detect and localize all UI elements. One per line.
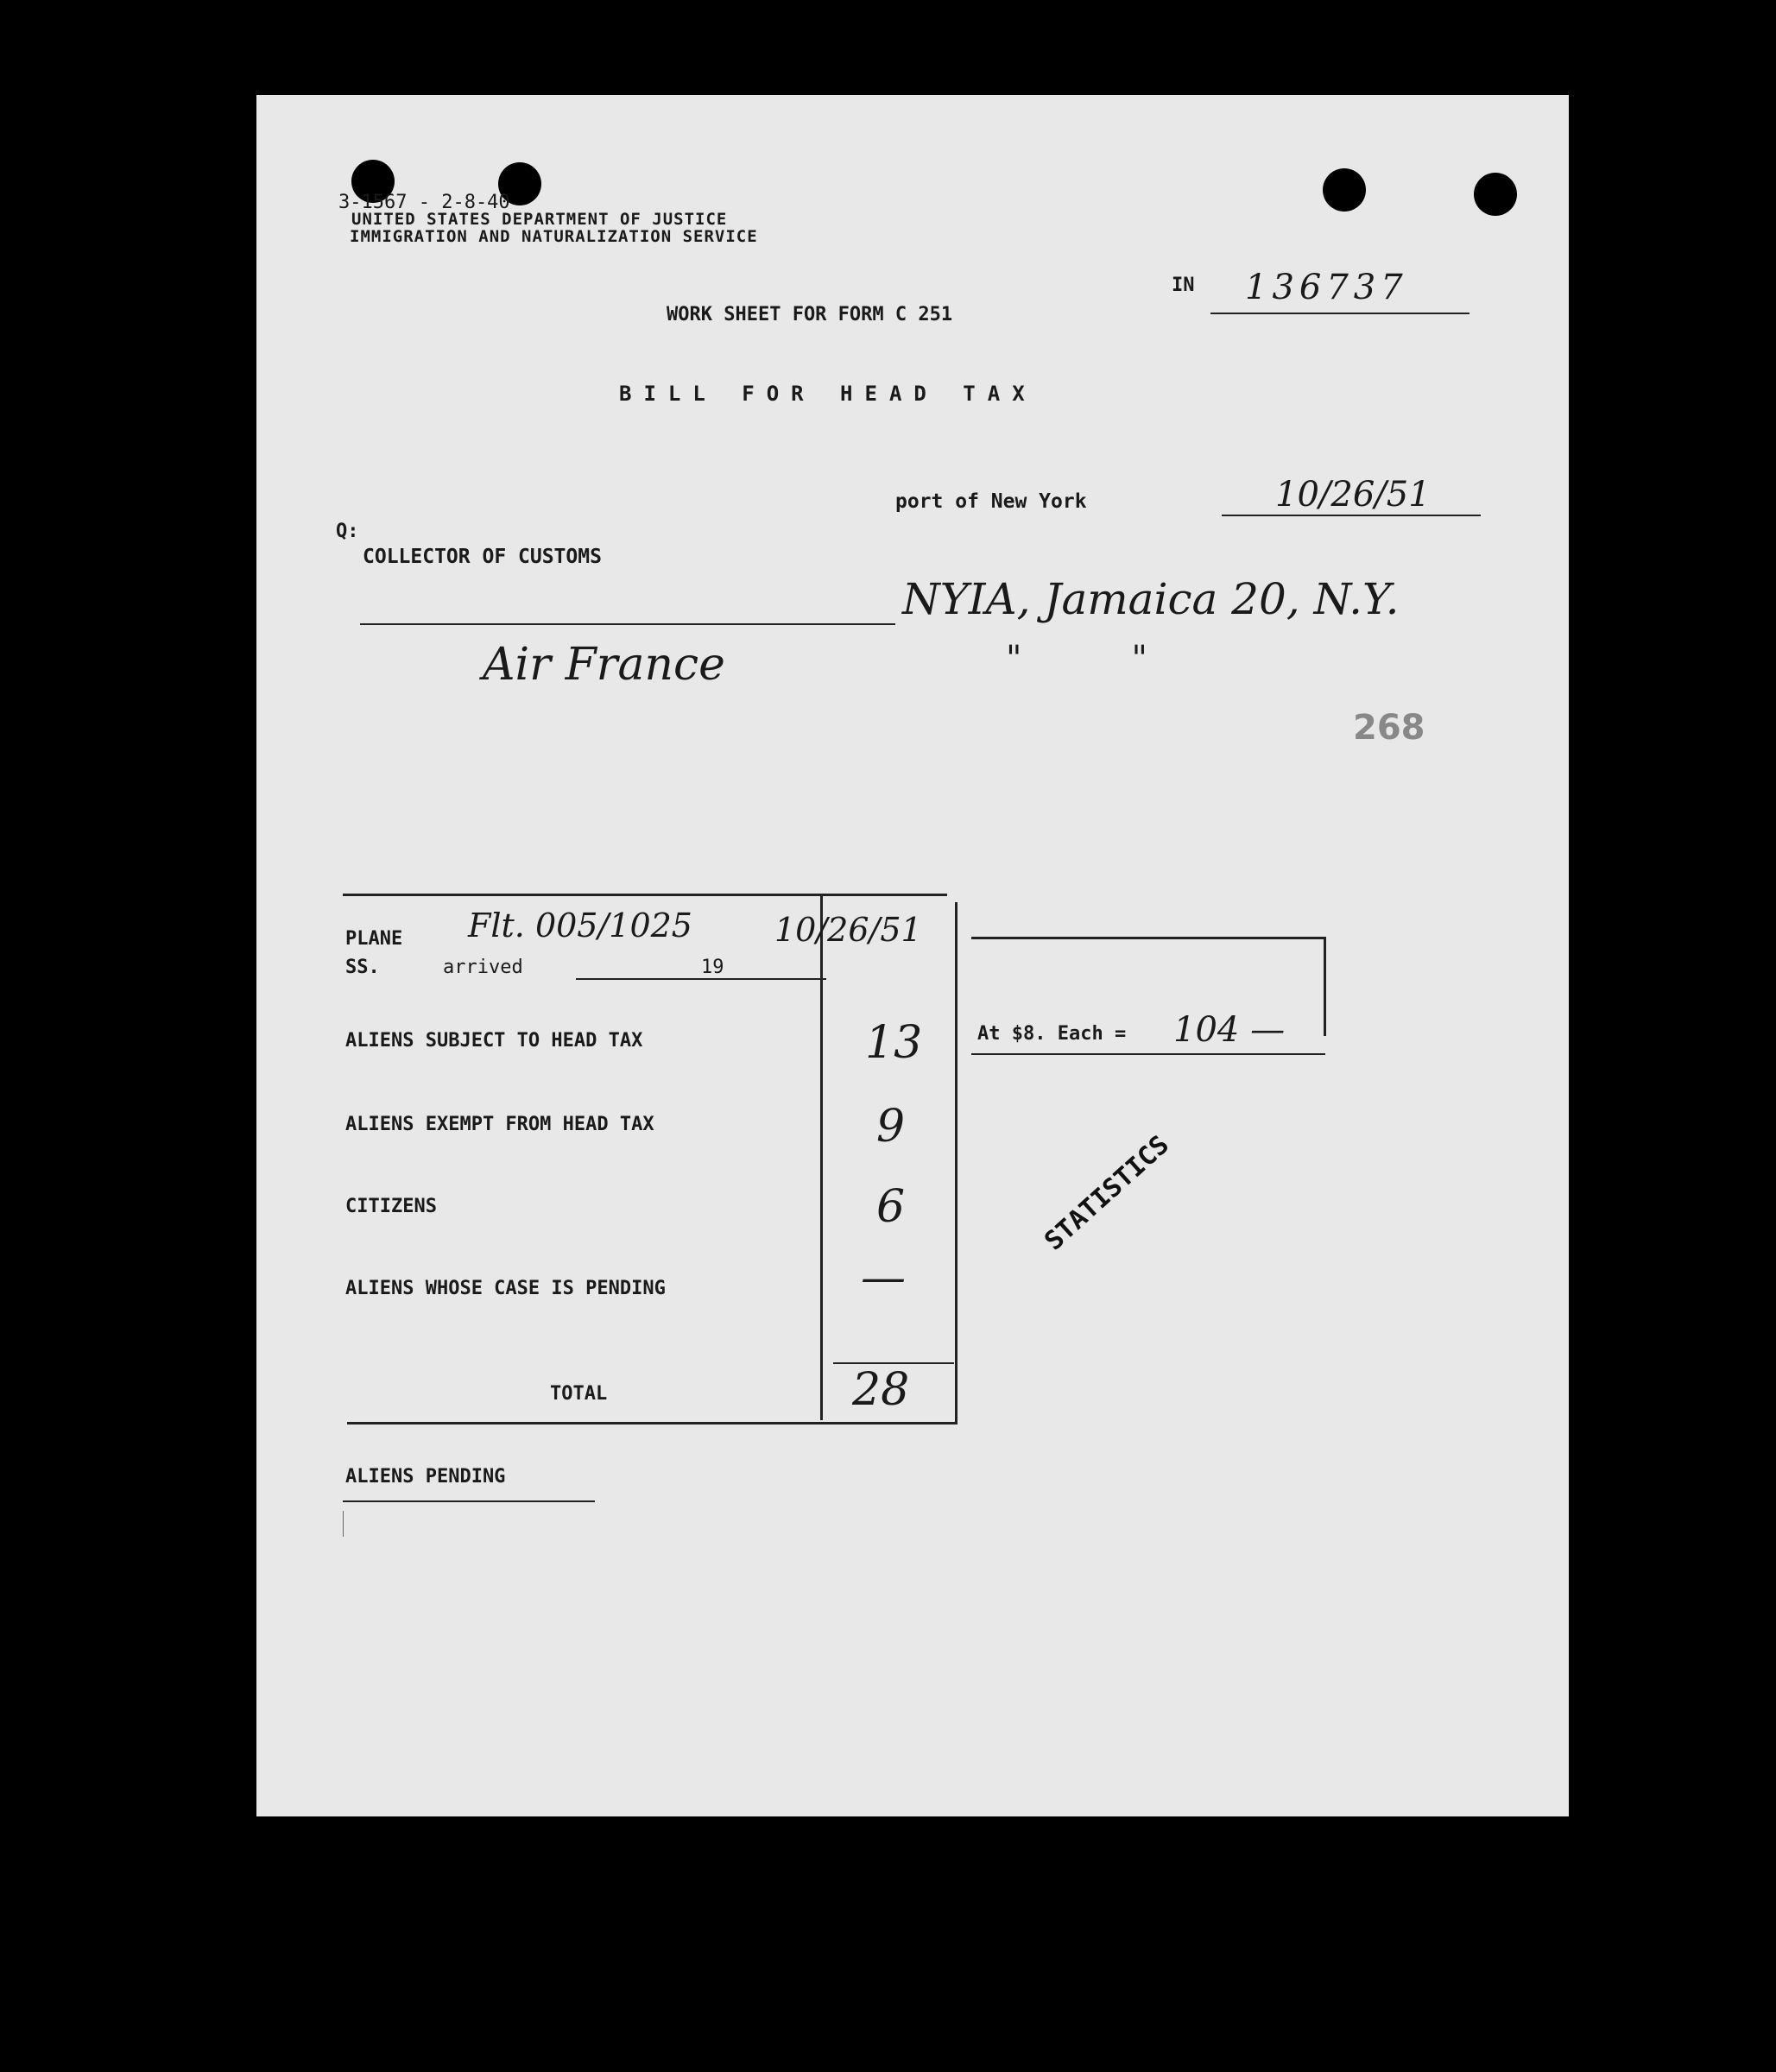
tax-calc-value: 104 — xyxy=(1173,1010,1286,1050)
service-name: IMMIGRATION AND NATURALIZATION SERVICE xyxy=(350,227,758,246)
statistics-stamp: STATISTICS xyxy=(1039,1129,1175,1257)
to-label: Q: xyxy=(336,521,359,542)
table-bottom-rule xyxy=(347,1422,958,1424)
form-number: 3-1567 - 2-8-40 xyxy=(338,192,510,213)
tax-calc-label: At $8. Each = xyxy=(977,1023,1127,1045)
carrier-name: Air France xyxy=(483,639,725,691)
row-value-exempt: 9 xyxy=(876,1101,906,1153)
ditto-marks: " " xyxy=(1006,639,1147,679)
collector-underline xyxy=(360,623,895,625)
punch-hole xyxy=(1474,173,1517,216)
in-number-underline xyxy=(1210,313,1469,314)
bill-title: BILL FOR HEAD TAX xyxy=(619,382,1037,406)
row-value-pending: — xyxy=(861,1252,906,1304)
arrived-underline xyxy=(576,978,826,980)
collector-label: COLLECTOR OF CUSTOMS xyxy=(363,546,602,568)
in-label: IN xyxy=(1172,275,1195,296)
worksheet-title: WORK SHEET FOR FORM C 251 xyxy=(667,304,953,325)
table-column-right-rule xyxy=(955,902,958,1422)
arrival-date: 10/26/51 xyxy=(774,911,922,949)
total-label: TOTAL xyxy=(550,1383,608,1405)
document-page xyxy=(256,95,1569,1816)
row-label-citizens: CITIZENS xyxy=(345,1196,437,1217)
calc-box-bottom-rule xyxy=(971,1053,1325,1055)
aliens-pending-underline xyxy=(343,1500,595,1502)
department-name: UNITED STATES DEPARTMENT OF JUSTICE xyxy=(351,210,728,229)
aliens-pending-margin-tick xyxy=(343,1511,344,1537)
calc-box-top-rule xyxy=(971,937,1325,939)
row-label-subject: ALIENS SUBJECT TO HEAD TAX xyxy=(345,1030,643,1052)
stamp-number: 268 xyxy=(1353,708,1425,748)
flight-number: Flt. 005/1025 xyxy=(468,906,692,944)
total-value: 28 xyxy=(852,1364,910,1416)
ss-label: SS. xyxy=(345,957,380,978)
in-number: 136737 xyxy=(1245,268,1408,307)
row-value-subject: 13 xyxy=(865,1017,923,1069)
calc-box-right-rule xyxy=(1324,937,1326,1036)
row-label-exempt: ALIENS EXEMPT FROM HEAD TAX xyxy=(345,1114,654,1135)
row-value-citizens: 6 xyxy=(876,1181,906,1233)
collector-location: NYIA, Jamaica 20, N.Y. xyxy=(902,574,1400,624)
bill-date: 10/26/51 xyxy=(1275,475,1431,515)
arrived-label: arrived xyxy=(443,957,523,978)
year-prefix: 19 xyxy=(701,957,724,978)
table-column-left-rule xyxy=(820,894,823,1420)
punch-hole xyxy=(1323,168,1366,212)
port-label: port of New York xyxy=(895,490,1087,513)
aliens-pending-label: ALIENS PENDING xyxy=(345,1466,506,1488)
date-underline xyxy=(1222,515,1481,516)
row-label-pending: ALIENS WHOSE CASE IS PENDING xyxy=(345,1278,666,1299)
table-top-rule xyxy=(343,894,947,896)
plane-label: PLANE xyxy=(345,928,403,950)
